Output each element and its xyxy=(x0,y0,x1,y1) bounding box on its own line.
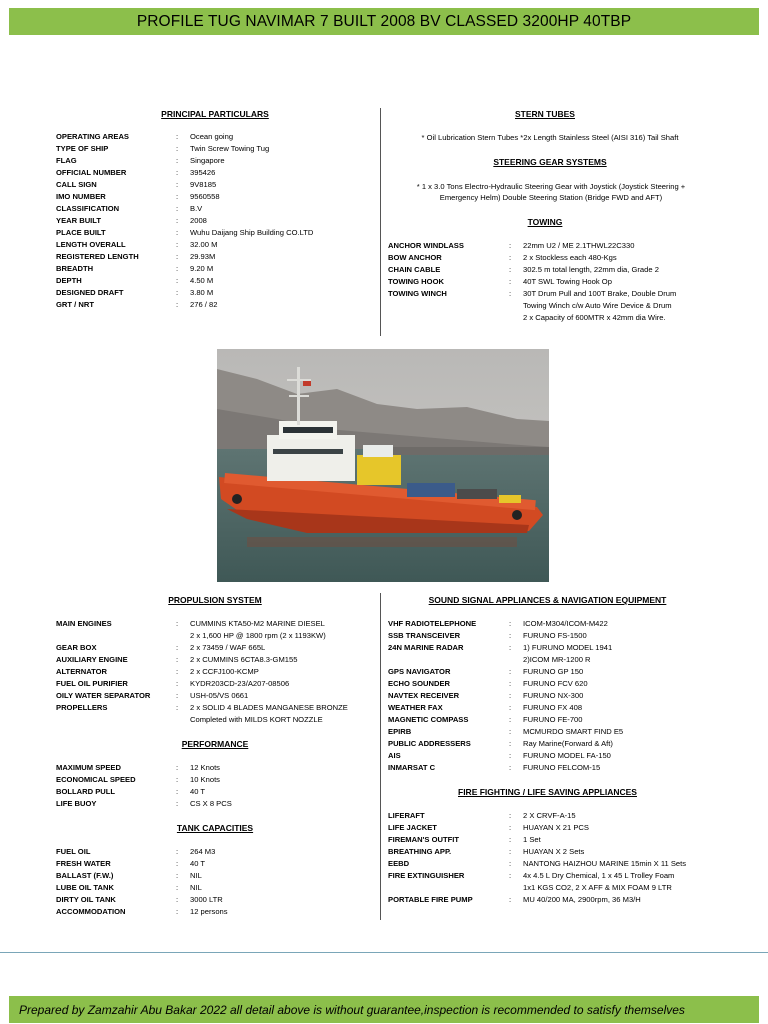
row-label: ACCOMMODATION xyxy=(56,907,126,916)
row-label: BOW ANCHOR xyxy=(388,253,442,262)
row-value: 3.80 M xyxy=(190,288,214,297)
row-label: ALTERNATOR xyxy=(56,667,108,676)
row-value: 2 X CRVF-A-15 xyxy=(523,811,576,820)
row-colon: : xyxy=(509,739,512,748)
row-colon: : xyxy=(176,883,179,892)
row-label: PORTABLE FIRE PUMP xyxy=(388,895,473,904)
row-value: CUMMINS KTA50-M2 MARINE DIESEL xyxy=(190,619,325,628)
row-value: NIL xyxy=(190,883,202,892)
row-colon: : xyxy=(176,132,179,141)
row-colon xyxy=(509,300,523,312)
table-row xyxy=(388,834,753,846)
row-label: 24N MARINE RADAR xyxy=(388,643,464,652)
table-row xyxy=(56,702,380,714)
table-row xyxy=(56,882,340,894)
row-colon: : xyxy=(176,763,179,772)
row-colon: : xyxy=(509,667,512,676)
table-row xyxy=(388,300,743,312)
row-label: FRESH WATER xyxy=(56,859,111,868)
table-row xyxy=(388,630,743,642)
towing-title: TOWING xyxy=(527,217,563,227)
row-value: MCMURDO SMART FIND E5 xyxy=(523,727,624,736)
row-colon: : xyxy=(509,727,512,736)
row-label: TOWING HOOK xyxy=(388,277,444,286)
row-label: EEBD xyxy=(388,859,410,868)
row-label: CALL SIGN xyxy=(56,180,97,189)
table-row xyxy=(388,240,743,252)
row-value: 2)ICOM MR-1200 R xyxy=(523,655,591,664)
row-colon: : xyxy=(176,180,179,189)
row-value: 29.93M xyxy=(190,252,216,261)
row-label: FLAG xyxy=(56,156,77,165)
row-value: NIL xyxy=(190,871,202,880)
footer-banner xyxy=(9,996,759,1023)
footer-divider xyxy=(0,952,768,953)
table-row xyxy=(388,618,743,630)
row-colon: : xyxy=(176,240,179,249)
row-colon: : xyxy=(509,265,512,274)
table-row xyxy=(56,714,380,726)
row-value: FURUNO FELCOM-15 xyxy=(523,763,601,772)
row-value: 3000 LTR xyxy=(190,895,223,904)
row-colon: : xyxy=(509,763,512,772)
row-label: INMARSAT C xyxy=(388,763,436,772)
row-label: PROPELLERS xyxy=(56,703,108,712)
row-label: BREADTH xyxy=(56,264,94,273)
row-label: GEAR BOX xyxy=(56,643,97,652)
row-value: HUAYAN X 21 PCS xyxy=(523,823,589,832)
row-label: LUBE OIL TANK xyxy=(56,883,114,892)
row-colon: : xyxy=(509,691,512,700)
table-row xyxy=(388,750,743,762)
table-row xyxy=(388,264,743,276)
stern-tubes-title: STERN TUBES xyxy=(515,109,575,119)
row-label: GRT / NRT xyxy=(56,300,94,309)
row-label: FIREMAN'S OUTFIT xyxy=(388,835,459,844)
navigation-table xyxy=(388,618,743,774)
row-colon: : xyxy=(509,679,512,688)
table-row xyxy=(388,858,753,870)
row-value: 1) FURUNO MODEL 1941 xyxy=(523,643,613,652)
table-row xyxy=(56,167,360,179)
row-label: LIFE BUOY xyxy=(56,799,97,808)
row-value: 10 Knots xyxy=(190,775,220,784)
row-colon: : xyxy=(176,264,179,273)
row-label: CLASSIFICATION xyxy=(56,204,120,213)
row-label: ECONOMICAL SPEED xyxy=(56,775,136,784)
row-colon: : xyxy=(176,691,179,700)
row-value: FURUNO NX-300 xyxy=(523,691,584,700)
row-value: Ray Marine(Forward & Aft) xyxy=(523,739,613,748)
row-value: FURUNO MODEL FA-150 xyxy=(523,751,611,760)
row-label: YEAR BUILT xyxy=(56,216,101,225)
table-row xyxy=(388,726,743,738)
table-row xyxy=(56,654,380,666)
row-value: 2 x Capacity of 600MTR x 42mm dia Wire. xyxy=(523,313,666,322)
row-colon: : xyxy=(509,895,512,904)
row-value: FURUNO FCV 620 xyxy=(523,679,588,688)
row-colon: : xyxy=(176,288,179,297)
row-colon: : xyxy=(509,715,512,724)
row-value: 40T SWL Towing Hook Op xyxy=(523,277,612,286)
row-colon: : xyxy=(176,216,179,225)
row-label: MAGNETIC COMPASS xyxy=(388,715,469,724)
row-colon: : xyxy=(176,907,179,916)
row-value: CS X 8 PCS xyxy=(190,799,232,808)
row-colon: : xyxy=(509,253,512,262)
row-label: EPIRB xyxy=(388,727,412,736)
row-colon: : xyxy=(509,811,512,820)
table-row xyxy=(388,894,753,906)
table-row xyxy=(388,822,753,834)
row-label: ECHO SOUNDER xyxy=(388,679,451,688)
table-row xyxy=(56,870,340,882)
performance-title: PERFORMANCE xyxy=(181,739,249,749)
row-colon: : xyxy=(176,775,179,784)
table-row xyxy=(388,702,743,714)
row-colon: : xyxy=(176,799,179,808)
column-divider-top xyxy=(380,108,381,336)
row-value: 264 M3 xyxy=(190,847,216,856)
row-label xyxy=(56,630,176,642)
row-label: IMO NUMBER xyxy=(56,192,106,201)
table-row xyxy=(56,227,360,239)
row-value: USH-05/VS 0661 xyxy=(190,691,249,700)
row-colon: : xyxy=(176,679,179,688)
table-row xyxy=(56,179,360,191)
row-label: BREATHING APP. xyxy=(388,847,452,856)
row-colon: : xyxy=(509,847,512,856)
row-value: MU 40/200 MA, 2900rpm, 36 M3/H xyxy=(523,895,641,904)
row-colon: : xyxy=(509,241,512,250)
title-banner xyxy=(9,8,759,35)
table-row xyxy=(56,618,380,630)
row-value: 4x 4.5 L Dry Chemical, 1 x 45 L Trolley Foam xyxy=(523,871,675,880)
row-label: REGISTERED LENGTH xyxy=(56,252,139,261)
row-colon xyxy=(176,714,190,726)
row-value: 4.50 M xyxy=(190,276,214,285)
row-colon: : xyxy=(509,871,512,880)
steering-gear-title: STEERING GEAR SYSTEMS xyxy=(493,157,607,167)
row-label xyxy=(388,654,509,666)
table-row xyxy=(56,774,340,786)
row-label xyxy=(388,312,509,324)
row-value: 12 Knots xyxy=(190,763,220,772)
row-colon: : xyxy=(509,823,512,832)
row-label: MAIN ENGINES xyxy=(56,619,112,628)
navigation-equipment-title: SOUND SIGNAL APPLIANCES & NAVIGATION EQUIPMENT xyxy=(428,595,667,605)
row-colon: : xyxy=(176,156,179,165)
row-value: ICOM-M304/ICOM-M422 xyxy=(523,619,608,628)
row-label: LENGTH OVERALL xyxy=(56,240,126,249)
row-value: 9560558 xyxy=(190,192,220,201)
row-label: MAXIMUM SPEED xyxy=(56,763,121,772)
row-label: BALLAST (F.W.) xyxy=(56,871,114,880)
table-row xyxy=(56,155,360,167)
table-row xyxy=(388,654,743,666)
row-label: ANCHOR WINDLASS xyxy=(388,241,464,250)
table-row xyxy=(388,882,753,894)
row-label: CHAIN CABLE xyxy=(388,265,441,274)
row-value: FURUNO FS-1500 xyxy=(523,631,587,640)
row-value: 1x1 KGS CO2, 2 X AFF & MIX FOAM 9 LTR xyxy=(523,883,672,892)
row-label: BOLLARD PULL xyxy=(56,787,116,796)
table-row xyxy=(56,630,380,642)
row-label: OFFICIAL NUMBER xyxy=(56,168,127,177)
row-value: 2 x 73459 / WAF 665L xyxy=(190,643,266,652)
document-title: PROFILE TUG NAVIMAR 7 BUILT 2008 BV CLASSED 3200HP 40TBP xyxy=(136,12,632,30)
row-label: AUXILIARY ENGINE xyxy=(56,655,128,664)
principal-particulars-title: PRINCIPAL PARTICULARS xyxy=(161,109,269,119)
row-colon: : xyxy=(176,204,179,213)
propulsion-system-title: PROPULSION SYSTEM xyxy=(168,595,262,605)
table-row xyxy=(56,642,380,654)
row-label: WEATHER FAX xyxy=(388,703,443,712)
row-value: B.V xyxy=(190,204,203,213)
row-label: FUEL OIL xyxy=(56,847,91,856)
fire-fighting-title: FIRE FIGHTING / LIFE SAVING APPLIANCES xyxy=(458,787,637,797)
row-label xyxy=(388,882,509,894)
footer-disclaimer: Prepared by Zamzahir Abu Bakar 2022 all detail above is without guarantee,inspection is recommended to satisfy themselves xyxy=(19,1002,685,1017)
row-label: NAVTEX RECEIVER xyxy=(388,691,460,700)
row-value: 2008 xyxy=(190,216,207,225)
table-row xyxy=(56,143,360,155)
table-row xyxy=(56,786,340,798)
table-row xyxy=(388,846,753,858)
row-colon xyxy=(509,882,523,894)
row-label: PUBLIC ADDRESSERS xyxy=(388,739,471,748)
table-row xyxy=(56,215,360,227)
row-value: 12 persons xyxy=(190,907,228,916)
tank-capacities-table xyxy=(56,846,340,918)
row-value: 2 x SOLID 4 BLADES MANGANESE BRONZE xyxy=(190,703,348,712)
row-colon: : xyxy=(176,895,179,904)
row-colon: : xyxy=(509,835,512,844)
row-colon: : xyxy=(176,144,179,153)
row-label: VHF RADIOTELEPHONE xyxy=(388,619,477,628)
table-row xyxy=(56,894,340,906)
row-colon: : xyxy=(176,847,179,856)
table-row xyxy=(56,858,340,870)
table-row xyxy=(388,762,743,774)
steering-line-1: * 1 x 3.0 Tons Electro-Hydraulic Steering Gear with Joystick (Joystick Steering + xyxy=(416,182,686,191)
table-row xyxy=(388,288,743,300)
row-colon: : xyxy=(176,252,179,261)
row-value: Twin Screw Towing Tug xyxy=(190,144,270,153)
row-value: 22mm U2 / ME 2.1THWL22C330 xyxy=(523,241,635,250)
row-colon: : xyxy=(176,643,179,652)
principal-particulars-table xyxy=(56,131,360,311)
row-colon: : xyxy=(176,703,179,712)
stern-tubes-text: * Oil Lubrication Stern Tubes *2x Length Stainless Steel (AISI 316) Tail Shaft xyxy=(421,133,679,142)
column-divider-bottom xyxy=(380,593,381,920)
row-colon: : xyxy=(176,228,179,237)
row-value: Ocean going xyxy=(190,132,234,141)
table-row xyxy=(388,714,743,726)
table-row xyxy=(56,263,360,275)
table-row xyxy=(388,678,743,690)
row-label xyxy=(56,714,176,726)
row-label: DIRTY OIL TANK xyxy=(56,895,116,904)
table-row xyxy=(56,239,360,251)
row-value: HUAYAN X 2 Sets xyxy=(523,847,585,856)
table-row xyxy=(56,690,380,702)
row-colon: : xyxy=(509,643,512,652)
table-row xyxy=(388,690,743,702)
row-value: Towing Winch c/w Auto Wire Device & Drum xyxy=(523,301,672,310)
table-row xyxy=(56,666,380,678)
row-colon: : xyxy=(176,192,179,201)
row-label: AIS xyxy=(388,751,401,760)
row-colon: : xyxy=(509,751,512,760)
table-row xyxy=(56,191,360,203)
table-row xyxy=(56,131,360,143)
table-row xyxy=(388,276,743,288)
row-value: Completed with MILDS KORT NOZZLE xyxy=(190,715,323,724)
row-label: SSB TRANSCEIVER xyxy=(388,631,461,640)
row-label: PLACE BUILT xyxy=(56,228,106,237)
row-colon: : xyxy=(509,277,512,286)
table-row xyxy=(56,798,340,810)
row-label: DEPTH xyxy=(56,276,82,285)
steering-gear-text xyxy=(384,181,718,203)
row-colon: : xyxy=(509,289,512,298)
table-row xyxy=(388,810,753,822)
row-value: KYDR203CD-23/A207-08506 xyxy=(190,679,290,688)
row-value: 2 x Stockless each 480-Kgs xyxy=(523,253,617,262)
row-value: FURUNO FE-700 xyxy=(523,715,583,724)
towing-table xyxy=(388,240,743,324)
row-colon: : xyxy=(176,859,179,868)
table-row xyxy=(388,738,743,750)
table-row xyxy=(388,666,743,678)
tug-photo xyxy=(217,349,549,582)
row-value: 395426 xyxy=(190,168,216,177)
row-colon: : xyxy=(509,859,512,868)
row-label: TYPE OF SHIP xyxy=(56,144,109,153)
row-value: NANTONG HAIZHOU MARINE 15min X 11 Sets xyxy=(523,859,687,868)
row-value: FURUNO FX 408 xyxy=(523,703,583,712)
row-value: 2 x CUMMINS 6CTA8.3-GM155 xyxy=(190,655,298,664)
fire-fighting-table xyxy=(388,810,753,906)
row-label: DESIGNED DRAFT xyxy=(56,288,124,297)
row-colon: : xyxy=(176,787,179,796)
row-value: Wuhu Daijang Ship Building CO.LTD xyxy=(190,228,314,237)
row-colon: : xyxy=(176,655,179,664)
table-row xyxy=(56,846,340,858)
row-label: TOWING WINCH xyxy=(388,289,447,298)
row-value: 1 Set xyxy=(523,835,541,844)
row-colon: : xyxy=(176,667,179,676)
row-value: 9V8185 xyxy=(190,180,217,189)
table-row xyxy=(56,678,380,690)
steering-line-2: Emergency Helm) Double Steering Station (Bridge FWD and AFT) xyxy=(439,193,663,202)
row-label: LIFE JACKET xyxy=(388,823,437,832)
row-label xyxy=(388,300,509,312)
table-row xyxy=(388,870,753,882)
row-label: FIRE EXTINGUISHER xyxy=(388,871,465,880)
row-label: FUEL OIL PURIFIER xyxy=(56,679,128,688)
table-row xyxy=(56,275,360,287)
performance-table xyxy=(56,762,340,810)
table-row xyxy=(388,312,743,324)
row-label: OILY WATER SEPARATOR xyxy=(56,691,151,700)
propulsion-table xyxy=(56,618,380,726)
row-value: FURUNO GP 150 xyxy=(523,667,584,676)
row-value: 40 T xyxy=(190,787,206,796)
row-value: 2 x 1,600 HP @ 1800 rpm (2 x 1193KW) xyxy=(190,631,326,640)
row-value: 276 / 82 xyxy=(190,300,218,309)
row-colon: : xyxy=(176,871,179,880)
row-colon xyxy=(176,630,190,642)
row-value: 302.5 m total length, 22mm dia, Grade 2 xyxy=(523,265,659,274)
table-row xyxy=(56,287,360,299)
table-row xyxy=(56,299,360,311)
row-value: 40 T xyxy=(190,859,206,868)
row-colon: : xyxy=(509,619,512,628)
row-label: LIFERAFT xyxy=(388,811,425,820)
tank-capacities-title: TANK CAPACITIES xyxy=(176,823,254,833)
row-value: 30T Drum Pull and 100T Brake, Double Drum xyxy=(523,289,677,298)
row-value: 32.00 M xyxy=(190,240,218,249)
row-colon: : xyxy=(176,300,179,309)
table-row xyxy=(56,203,360,215)
row-colon xyxy=(509,654,523,666)
row-colon: : xyxy=(176,276,179,285)
row-value: Singapore xyxy=(190,156,225,165)
table-row xyxy=(56,906,340,918)
table-row xyxy=(388,252,743,264)
row-colon: : xyxy=(176,619,179,628)
row-colon xyxy=(509,312,523,324)
row-label: OPERATING AREAS xyxy=(56,132,129,141)
table-row xyxy=(388,642,743,654)
row-label: GPS NAVIGATOR xyxy=(388,667,451,676)
table-row xyxy=(56,251,360,263)
row-colon: : xyxy=(176,168,179,177)
row-colon: : xyxy=(509,703,512,712)
row-value: 9.20 M xyxy=(190,264,214,273)
table-row xyxy=(56,762,340,774)
row-value: 2 x CCFJ100-KCMP xyxy=(190,667,259,676)
row-colon: : xyxy=(509,631,512,640)
